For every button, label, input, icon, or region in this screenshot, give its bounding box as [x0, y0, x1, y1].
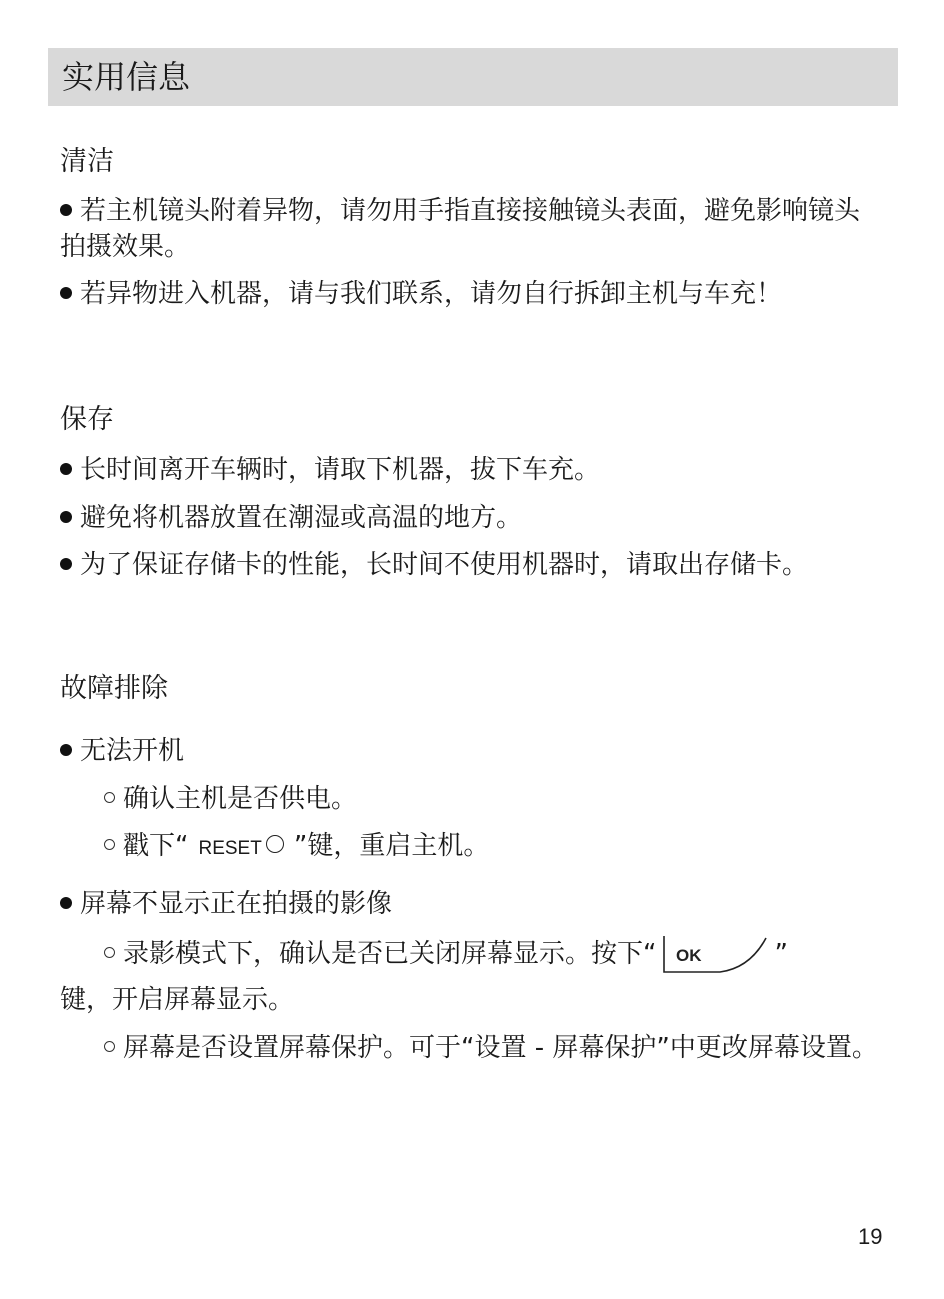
storage-item — [60, 547, 920, 583]
bullet-icon — [60, 744, 72, 756]
storage-item-text: 为了保证存储卡的性能，长时间不使用机器时，请取出存储卡。 — [80, 550, 809, 580]
problem-item — [60, 886, 880, 922]
reset-key-label: RESET — [198, 838, 262, 859]
page-number: 19 — [858, 1224, 883, 1249]
solution-step — [60, 1030, 882, 1066]
solution-step-text: 屏幕是否设置屏幕保护。可于“设置 - 屏幕保护”中更改屏幕设置。 — [123, 1033, 878, 1063]
sub-bullet-icon — [104, 947, 115, 958]
section-title-storage: 保存 — [60, 404, 114, 435]
bullet-icon — [60, 204, 72, 216]
reset-button-icon — [266, 835, 284, 853]
solution-step-text: 确认主机是否供电。 — [123, 784, 358, 814]
solution-step — [104, 934, 924, 974]
solution-step — [104, 828, 924, 867]
sub-bullet-icon — [104, 839, 115, 850]
solution-step-text: ” — [774, 939, 788, 969]
cleaning-item-text: 若异物进入机器，请与我们联系，请勿自行拆卸主机与车充！ — [80, 279, 783, 309]
problem-label: 屏幕不显示正在拍摄的影像 — [80, 889, 393, 919]
storage-item-text: 避免将机器放置在潮湿或高温的地方。 — [80, 503, 523, 533]
solution-step-text: 戳下“ — [123, 831, 189, 861]
bullet-icon — [60, 897, 72, 909]
cleaning-item — [60, 276, 880, 312]
storage-item-text: 长时间离开车辆时，请取下机器，拔下车充。 — [80, 455, 601, 485]
cleaning-item — [60, 193, 880, 265]
problem-label: 无法开机 — [80, 736, 185, 766]
storage-item — [60, 500, 880, 536]
storage-item — [60, 452, 880, 488]
cleaning-item-text: 若主机镜头附着异物，请勿用手指直接接触镜头表面，避免影响镜头拍摄效果。 — [60, 196, 861, 262]
ok-key-label: OK — [676, 946, 702, 965]
sub-bullet-icon — [104, 792, 115, 803]
solution-step — [104, 781, 924, 817]
bullet-icon — [60, 287, 72, 299]
solution-step-continuation: 键，开启屏幕显示。 — [60, 985, 295, 1015]
problem-item — [60, 733, 880, 769]
section-title-troubleshooting: 故障排除 — [60, 673, 168, 704]
ok-button-icon — [662, 934, 768, 974]
solution-step-text: 录影模式下，确认是否已关闭屏幕显示。按下“ — [123, 939, 657, 969]
bullet-icon — [60, 511, 72, 523]
bullet-icon — [60, 463, 72, 475]
solution-step-text: ”键，重启主机。 — [293, 831, 490, 861]
header-bar — [48, 48, 898, 106]
page-title: 实用信息 — [62, 58, 191, 96]
bullet-icon — [60, 558, 72, 570]
section-title-cleaning: 清洁 — [60, 146, 114, 177]
sub-bullet-icon — [104, 1041, 115, 1052]
